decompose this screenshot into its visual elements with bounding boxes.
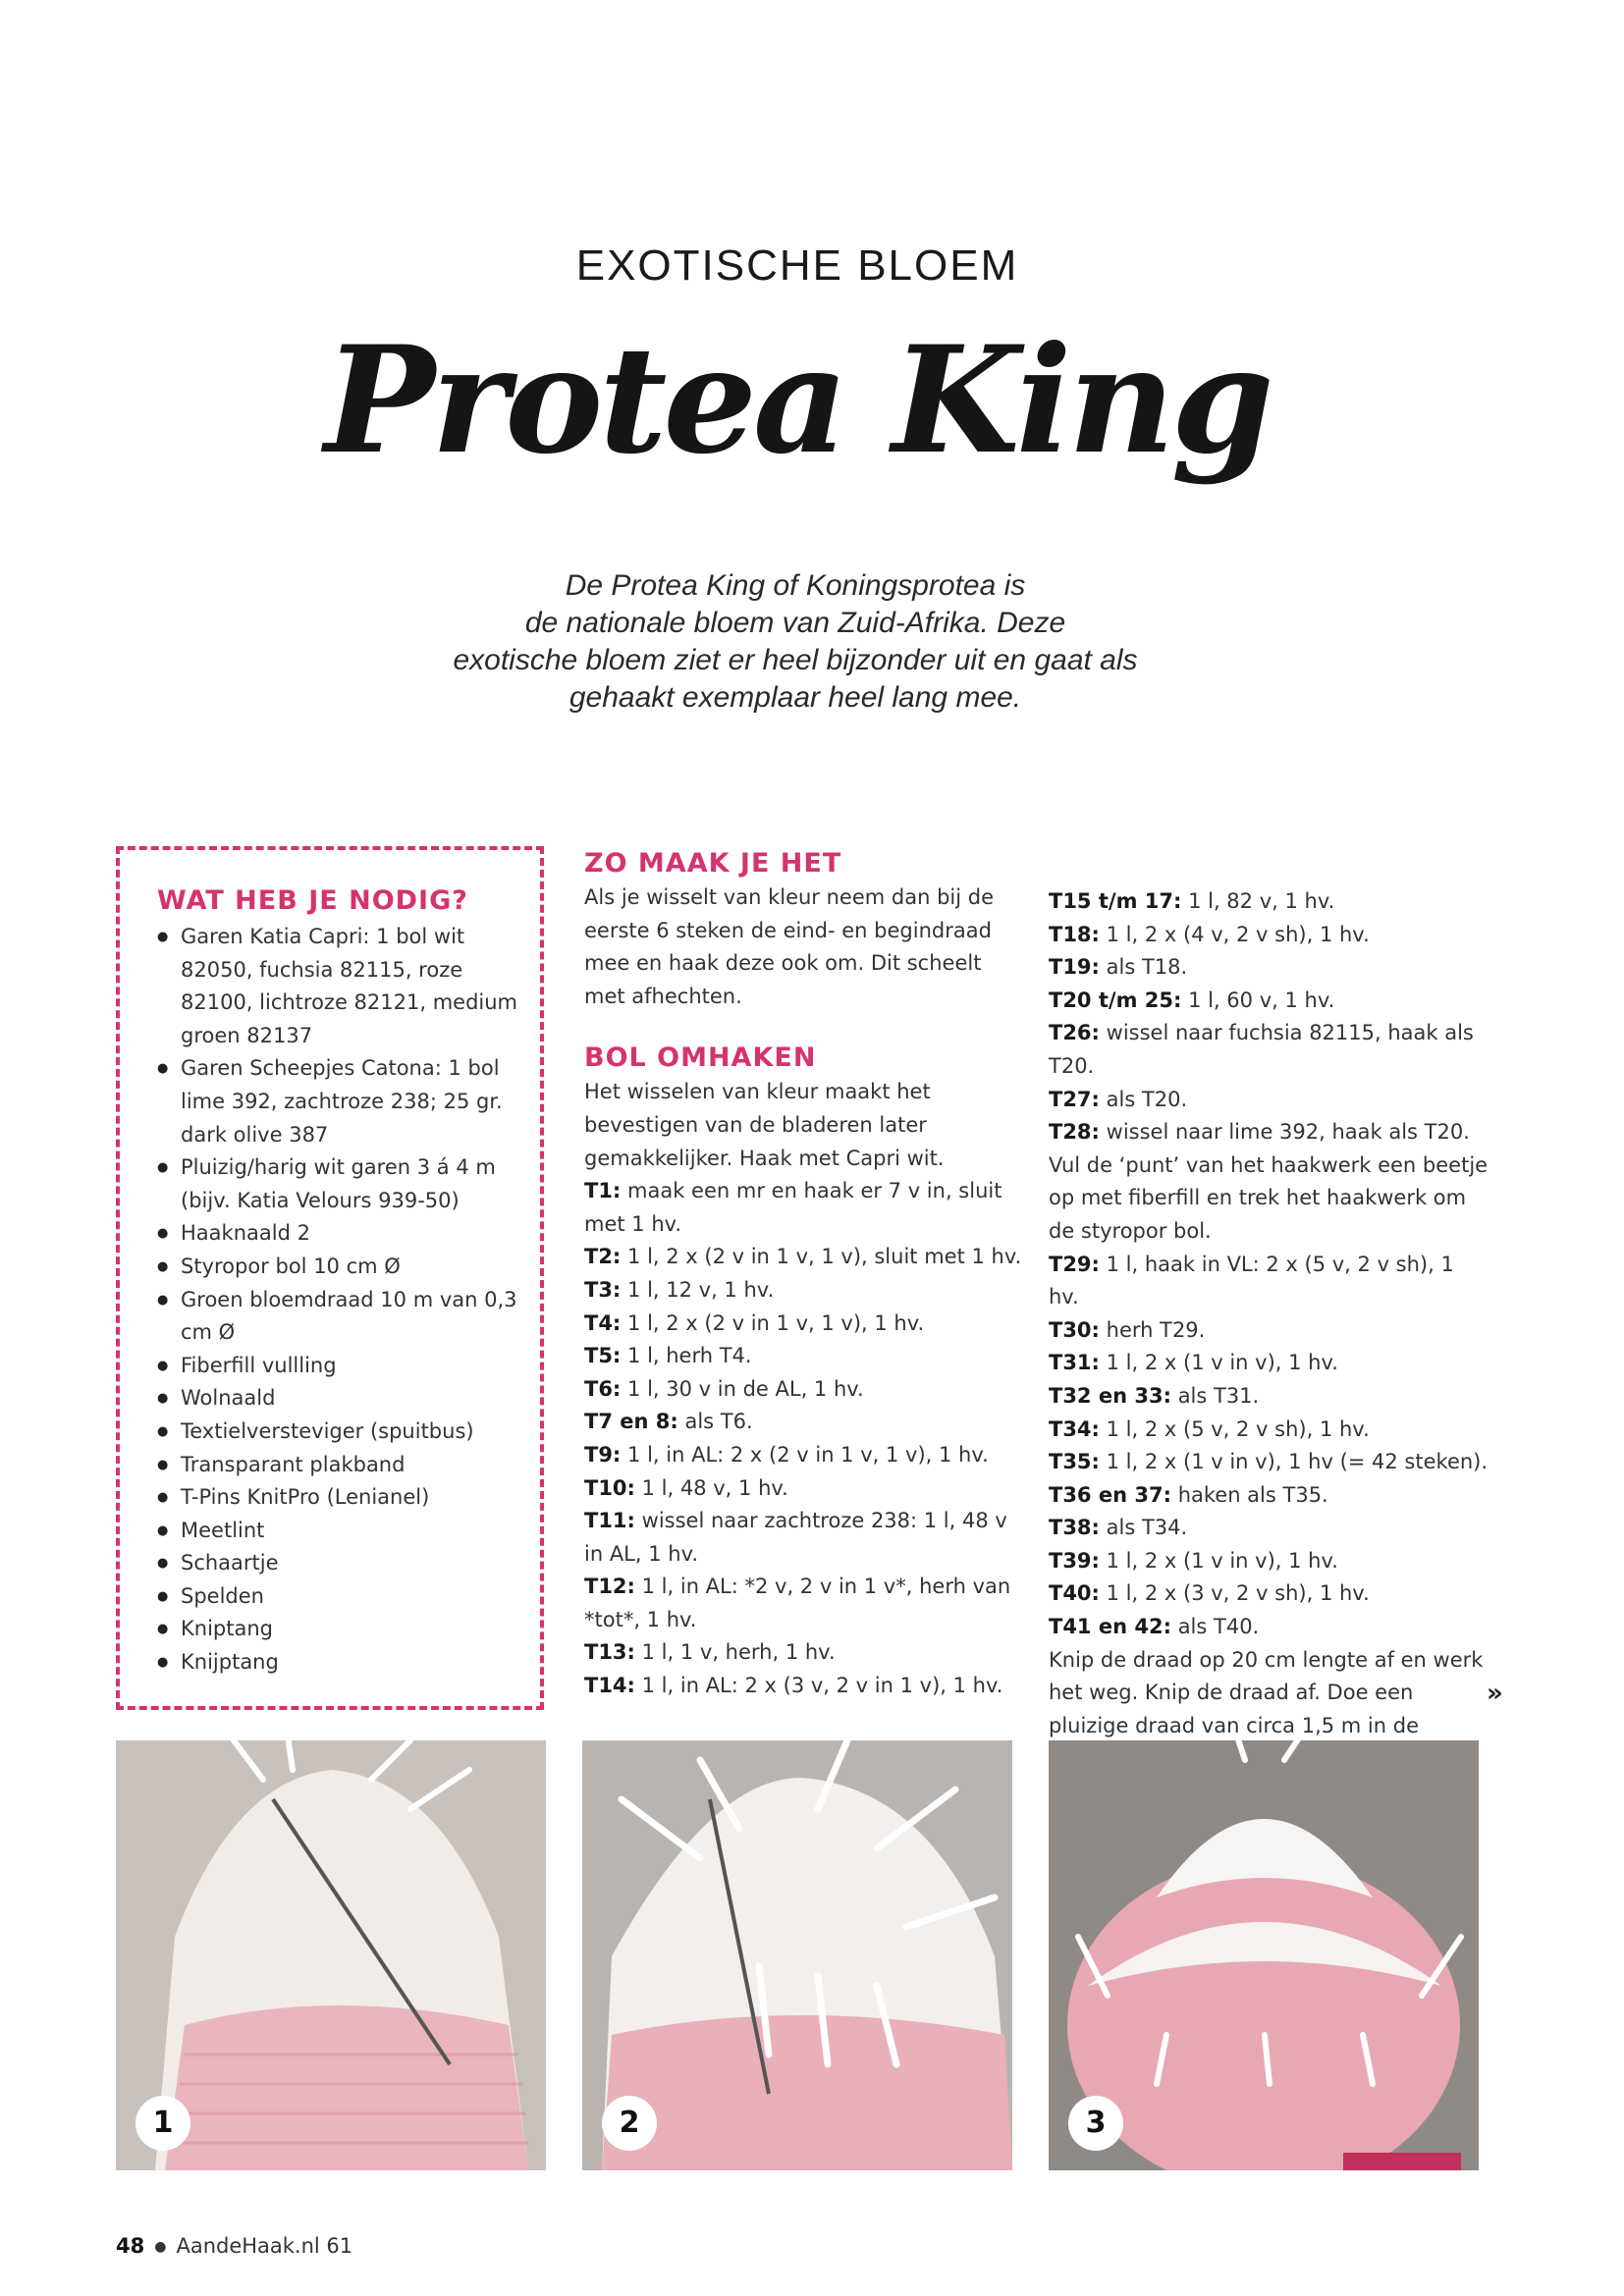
- intro-line: gehaakt exemplaar heel lang mee.: [568, 681, 1022, 714]
- instruction-row: [584, 1636, 1026, 1670]
- row-text: maak een mr en haak er 7 v in, sluit met 1 hv.: [584, 1179, 1002, 1236]
- row-text: 1 l, 30 v in de AL, 1 hv.: [627, 1376, 864, 1401]
- instruction-row: [1049, 1314, 1490, 1348]
- row-label: T28:: [1049, 1120, 1100, 1145]
- materials-item: ● T-Pins KnitPro (Lenianel): [157, 1481, 522, 1515]
- instruction-row: [1049, 885, 1490, 919]
- materials-heading: WAT HEB JE NODIG?: [157, 885, 468, 916]
- intro-line: De Protea King of Koningsprotea is: [565, 569, 1026, 602]
- fill-text: Vul de ‘punt’ van het haakwerk een beetje op met fiberfill en trek het haakwerk om de styropor bol.: [1049, 1152, 1489, 1243]
- materials-item: ● Spelden: [157, 1580, 522, 1614]
- instruction-row: [1049, 1380, 1490, 1414]
- photo-step-1: [116, 1740, 546, 2170]
- instruction-row: [584, 1373, 1026, 1407]
- row-label: T26:: [1049, 1021, 1100, 1045]
- row-text: wissel naar lime 392, haak als T20.: [1106, 1120, 1470, 1145]
- instruction-row: [584, 1241, 1026, 1274]
- row-label: T29:: [1049, 1252, 1100, 1276]
- row-label: T14:: [584, 1674, 635, 1698]
- instruction-row: [1049, 1545, 1490, 1578]
- materials-item: ● Textielversteviger (spuitbus): [157, 1415, 522, 1449]
- row-label: T15 t/m 17:: [1049, 889, 1182, 913]
- col3-rows: [1049, 885, 1490, 1149]
- instruction-row: [1049, 1512, 1490, 1545]
- row-text: 1 l, herh T4.: [627, 1344, 752, 1368]
- row-label: T40:: [1049, 1581, 1100, 1606]
- row-text: als T34.: [1106, 1516, 1188, 1540]
- row-label: T30:: [1049, 1317, 1100, 1342]
- continue-arrow-icon: »: [1487, 1679, 1503, 1708]
- instruction-row: [1049, 1414, 1490, 1447]
- row-text: 1 l, in AL: 2 x (2 v in 1 v, 1 v), 1 hv.: [627, 1442, 989, 1467]
- row-label: T7 en 8:: [584, 1410, 678, 1434]
- row-label: T10:: [584, 1475, 635, 1500]
- instruction-row: [584, 1175, 1026, 1241]
- row-text: 1 l, in AL: *2 v, 2 v in 1 v*, herh van *tot*, 1 hv.: [584, 1575, 1011, 1631]
- row-label: T13:: [584, 1640, 635, 1665]
- materials-item: ● Transparant plakband: [157, 1449, 522, 1482]
- row-text: 1 l, 2 x (1 v in v), 1 hv.: [1106, 1548, 1338, 1573]
- instruction-row: [1049, 1446, 1490, 1479]
- instructions-column-2: [584, 846, 1026, 1703]
- materials-item: ● Fiberfill vullling: [157, 1350, 522, 1383]
- row-label: T4:: [584, 1310, 622, 1335]
- bol-intro: Het wisselen van kleur maakt het bevestigen van de bladeren later gemakkelijker. Haak met Capri wit.: [584, 1080, 945, 1170]
- instruction-row: [1049, 1084, 1490, 1117]
- row-label: T11:: [584, 1509, 635, 1533]
- row-text: 1 l, 82 v, 1 hv.: [1188, 889, 1335, 913]
- row-label: T1:: [584, 1179, 622, 1203]
- row-text: 1 l, 2 x (1 v in v), 1 hv (= 42 steken).: [1106, 1450, 1489, 1474]
- row-label: T41 en 42:: [1049, 1615, 1171, 1639]
- row-label: T5:: [584, 1344, 622, 1368]
- row-label: T36 en 37:: [1049, 1482, 1171, 1507]
- row-label: T39:: [1049, 1548, 1100, 1573]
- row-text: 1 l, 2 x (3 v, 2 v sh), 1 hv.: [1106, 1581, 1370, 1606]
- photo-step-3: [1049, 1740, 1479, 2170]
- page-number: 48: [116, 2234, 145, 2258]
- row-label: T2:: [584, 1245, 622, 1269]
- intro-line: de nationale bloem van Zuid-Afrika. Deze: [524, 607, 1066, 639]
- row-text: 1 l, 2 x (1 v in v), 1 hv.: [1106, 1351, 1338, 1375]
- row-text: als T6.: [684, 1410, 753, 1434]
- end-text: Knip de draad op 20 cm lengte af en werk het weg. Knip de draad af. Doe een pluizige draad van circa 1,5 m in de: [1049, 1647, 1484, 1737]
- how-heading: ZO MAAK JE HET: [584, 848, 842, 879]
- row-label: T27:: [1049, 1087, 1100, 1111]
- row-text: als T40.: [1177, 1615, 1260, 1639]
- instruction-row: [1049, 1479, 1490, 1513]
- materials-item: ● Haaknaald 2: [157, 1217, 522, 1251]
- materials-item: ● Pluizig/harig wit garen 3 á 4 m (bijv. Katia Velours 939-50): [157, 1151, 522, 1217]
- row-label: T35:: [1049, 1450, 1100, 1474]
- instruction-row: [584, 1670, 1026, 1703]
- materials-item: ● Styropor bol 10 cm Ø: [157, 1251, 522, 1284]
- page-title: Protea King: [324, 314, 1271, 487]
- materials-item: ● Meetlint: [157, 1515, 522, 1548]
- instruction-row: [1049, 985, 1490, 1018]
- materials-item: ● Knijptang: [157, 1646, 522, 1680]
- materials-item: ● Schaartje: [157, 1547, 522, 1580]
- row-text: 1 l, 2 x (2 v in 1 v, 1 v), sluit met 1 hv.: [627, 1245, 1022, 1269]
- instructions-column-3: [1049, 885, 1490, 1776]
- how-text: Als je wisselt van kleur neem dan bij de eerste 6 steken de eind- en begindraad mee en haak deze ook om. Dit scheelt met afhechten.: [584, 885, 995, 1008]
- instruction-row: [1049, 1116, 1490, 1149]
- row-label: T18:: [1049, 922, 1100, 946]
- publication-name: AandeHaak.nl 61: [176, 2234, 353, 2258]
- row-text: 1 l, 60 v, 1 hv.: [1188, 988, 1335, 1012]
- row-text: 1 l, haak in VL: 2 x (5 v, 2 v sh), 1 hv.: [1049, 1252, 1454, 1309]
- row-text: 1 l, 1 v, herh, 1 hv.: [641, 1640, 836, 1665]
- instruction-row: [1049, 1611, 1490, 1644]
- row-label: T20 t/m 25:: [1049, 988, 1182, 1012]
- instruction-row: [1049, 951, 1490, 985]
- row-label: T3:: [584, 1277, 622, 1302]
- row-text: als T18.: [1106, 955, 1188, 980]
- photo-number-badge: 3: [1068, 2096, 1123, 2151]
- materials-item: ● Kniptang: [157, 1613, 522, 1646]
- footer-bullet-icon: ●: [154, 2239, 167, 2255]
- materials-item: ● Garen Katia Capri: 1 bol wit 82050, fuchsia 82115, roze 82100, lichtroze 82121, medium groen 82137: [157, 921, 522, 1052]
- materials-item: ● Garen Scheepjes Catona: 1 bol lime 392, zachtroze 238; 25 gr. dark olive 387: [157, 1052, 522, 1151]
- row-text: haken als T35.: [1177, 1482, 1328, 1507]
- row-text: 1 l, 48 v, 1 hv.: [641, 1475, 788, 1500]
- row-text: 1 l, 2 x (4 v, 2 v sh), 1 hv.: [1106, 922, 1370, 946]
- intro-text: [353, 567, 1237, 717]
- row-text: 1 l, 2 x (5 v, 2 v sh), 1 hv.: [1106, 1416, 1370, 1441]
- instruction-row: [584, 1274, 1026, 1308]
- page-footer: [116, 2234, 352, 2258]
- col3-rows-2: [1049, 1249, 1490, 1644]
- instruction-row: [1049, 1577, 1490, 1611]
- row-text: wissel naar zachtroze 238: 1 l, 48 v in AL, 1 hv.: [584, 1509, 1007, 1566]
- instruction-row: [584, 1308, 1026, 1341]
- photo-number-badge: 1: [135, 2096, 190, 2151]
- intro-line: exotische bloem ziet er heel bijzonder uit en gaat als: [453, 644, 1138, 676]
- photo-step-2: [582, 1740, 1012, 2170]
- bol-heading: BOL OMHAKEN: [584, 1042, 817, 1074]
- row-label: T19:: [1049, 955, 1100, 980]
- row-label: T6:: [584, 1376, 622, 1401]
- photo-number-badge: 2: [602, 2096, 657, 2151]
- instruction-row: [1049, 919, 1490, 952]
- row-label: T12:: [584, 1575, 635, 1599]
- bol-rows: [584, 1175, 1026, 1703]
- row-label: T9:: [584, 1442, 622, 1467]
- instruction-row: [1049, 1017, 1490, 1083]
- instruction-row: [1049, 1249, 1490, 1314]
- materials-list: [157, 921, 522, 1680]
- row-text: wissel naar fuchsia 82115, haak als T20.: [1049, 1021, 1474, 1078]
- materials-item: ● Wolnaald: [157, 1382, 522, 1415]
- page-kicker: EXOTISCHE BLOEM: [575, 241, 1019, 290]
- row-label: T31:: [1049, 1351, 1100, 1375]
- row-text: 1 l, 12 v, 1 hv.: [627, 1277, 775, 1302]
- row-text: als T31.: [1177, 1383, 1260, 1408]
- instruction-row: [584, 1472, 1026, 1506]
- row-label: T38:: [1049, 1516, 1100, 1540]
- row-label: T32 en 33:: [1049, 1383, 1171, 1408]
- instruction-row: [584, 1505, 1026, 1571]
- materials-item: ● Groen bloemdraad 10 m van 0,3 cm Ø: [157, 1284, 522, 1350]
- materials-box: [116, 846, 544, 1710]
- instruction-row: [584, 1571, 1026, 1636]
- row-text: als T20.: [1106, 1087, 1188, 1111]
- instruction-row: [584, 1439, 1026, 1472]
- row-text: 1 l, in AL: 2 x (3 v, 2 v in 1 v), 1 hv.: [641, 1674, 1003, 1698]
- instruction-row: [584, 1340, 1026, 1373]
- instruction-row: [1049, 1347, 1490, 1380]
- row-label: T34:: [1049, 1416, 1100, 1441]
- row-text: 1 l, 2 x (2 v in 1 v, 1 v), 1 hv.: [627, 1310, 925, 1335]
- instruction-row: [584, 1406, 1026, 1439]
- row-text: herh T29.: [1106, 1317, 1206, 1342]
